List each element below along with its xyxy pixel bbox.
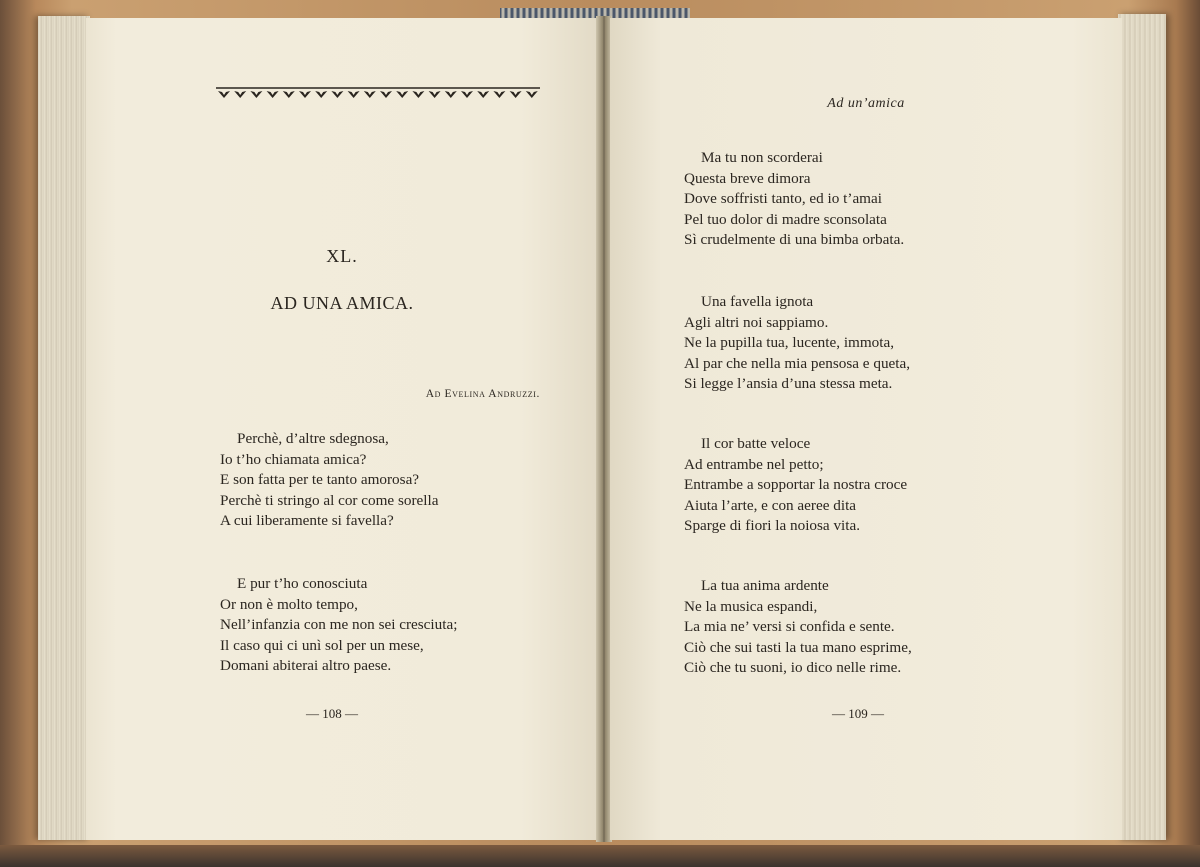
verse-line: Dove soffristi tanto, ed io t’amai bbox=[684, 190, 882, 208]
stanza bbox=[684, 292, 910, 395]
fleuron-mark bbox=[396, 91, 408, 98]
verse-line: Una favella ignota bbox=[701, 293, 814, 310]
chapter-title: AD UNA AMICA. bbox=[270, 293, 414, 313]
verse-line: Ciò che sui tasti la tua mano esprime, bbox=[684, 638, 912, 656]
fleuron-mark bbox=[477, 91, 489, 98]
verse-line: Nell’infanzia con me non sei cresciuta; bbox=[220, 616, 458, 634]
cover-bottom-band bbox=[0, 845, 1200, 867]
fleuron-mark bbox=[526, 91, 538, 98]
verse-line: E son fatta per te tanto amorosa? bbox=[220, 471, 420, 489]
verse-line: Ad entrambe nel petto; bbox=[684, 455, 824, 473]
stanza bbox=[684, 576, 912, 679]
fleuron-mark bbox=[331, 91, 343, 98]
fleuron-mark bbox=[218, 91, 230, 98]
verse-line: Aiuta l’arte, e con aeree dita bbox=[684, 496, 857, 514]
verse-line: La mia ne’ versi si confida e sente. bbox=[684, 618, 895, 636]
ornamental-header-rule bbox=[216, 86, 540, 102]
verse-line: Si legge l’ansia d’una stessa meta. bbox=[684, 375, 893, 393]
right-page bbox=[610, 18, 1122, 840]
fleuron-mark bbox=[412, 91, 424, 98]
stanza bbox=[684, 148, 904, 251]
stanza bbox=[684, 434, 907, 537]
fleuron-mark bbox=[364, 91, 376, 98]
page-number: — 108 — bbox=[306, 706, 358, 721]
fleuron-mark bbox=[283, 91, 295, 98]
right-page-edges bbox=[1118, 14, 1166, 840]
fleuron-mark bbox=[493, 91, 505, 98]
verse-line: Perchè, d’altre sdegnosa, bbox=[237, 430, 389, 447]
verse-line: Sì crudelmente di una bimba orbata. bbox=[684, 231, 905, 249]
page-number: — 109 — bbox=[832, 706, 884, 721]
verse-line: Ma tu non scorderai bbox=[701, 149, 823, 166]
fleuron-mark bbox=[267, 91, 279, 98]
verse-line: Io t’ho chiamata amica? bbox=[220, 450, 367, 468]
verse-line: Domani abiterai altro paese. bbox=[220, 657, 392, 675]
verse-line: Sparge di fiori la noiosa vita. bbox=[684, 517, 861, 535]
verse-line: Entrambe a sopportar la nostra croce bbox=[684, 476, 908, 494]
dedication: Ad Evelina Andruzzi. bbox=[425, 388, 540, 400]
spine-headband bbox=[500, 8, 690, 18]
verse-line: Il cor batte veloce bbox=[701, 435, 811, 452]
fleuron-mark bbox=[429, 91, 441, 98]
verse-line: Ne la musica espandi, bbox=[684, 597, 818, 615]
verse-line: Agli altri noi sappiamo. bbox=[684, 313, 829, 331]
stanza bbox=[220, 574, 457, 677]
fleuron-mark bbox=[250, 91, 262, 98]
verse-line: Questa breve dimora bbox=[684, 169, 811, 187]
fleuron-mark bbox=[461, 91, 473, 98]
left-page bbox=[86, 18, 598, 840]
fleuron-mark bbox=[510, 91, 522, 98]
fleuron-mark bbox=[348, 91, 360, 98]
verse-line: Ne la pupilla tua, lucente, immota, bbox=[684, 334, 895, 352]
verse-line: E pur t’ho conosciuta bbox=[237, 575, 368, 592]
chapter-number: XL. bbox=[326, 246, 358, 266]
fleuron-mark bbox=[445, 91, 457, 98]
fleuron-mark bbox=[299, 91, 311, 98]
verse-line: Il caso qui ci unì sol per un mese, bbox=[220, 636, 424, 654]
running-head: Ad un’amica bbox=[827, 96, 905, 111]
verse-line: Or non è molto tempo, bbox=[220, 595, 358, 613]
fleuron-mark bbox=[315, 91, 327, 98]
verse-line: La tua anima ardente bbox=[701, 577, 829, 594]
verse-line: A cui liberamente si favella? bbox=[220, 512, 394, 530]
stanza bbox=[220, 429, 438, 532]
fleuron-mark bbox=[380, 91, 392, 98]
fleuron-mark bbox=[234, 91, 246, 98]
verse-line: Al par che nella mia pensosa e queta, bbox=[684, 354, 911, 372]
verse-line: Perchè ti stringo al cor come sorella bbox=[220, 491, 439, 509]
verse-line: Ciò che tu suoni, io dico nelle rime. bbox=[684, 659, 902, 677]
verse-line: Pel tuo dolor di madre sconsolata bbox=[684, 210, 887, 228]
